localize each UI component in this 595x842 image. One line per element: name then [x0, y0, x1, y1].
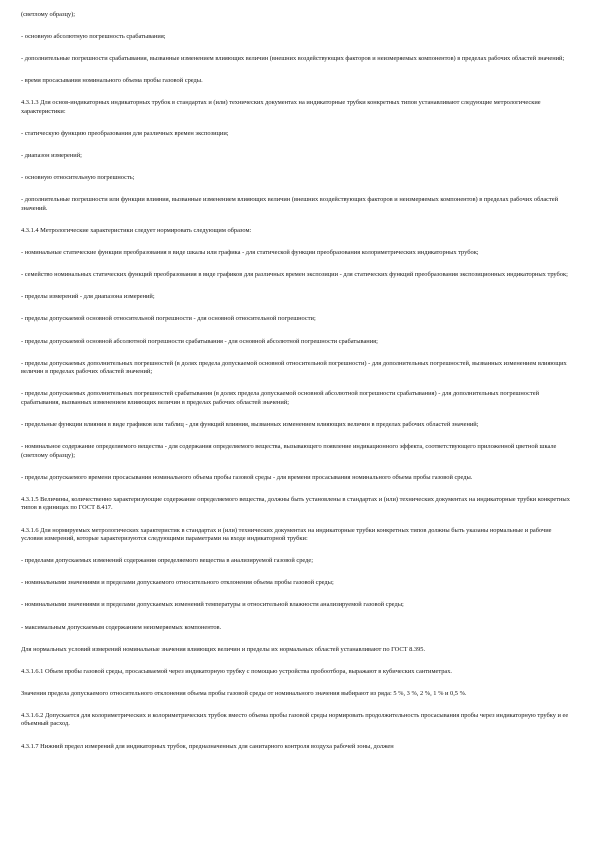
- clause-4-3-1-3: 4.3.1.3 Для основ-индикаторных индикаторных трубок в стандартах и (или) технических документах на индикаторные трубки конкретных типов устанавливают следующие метрологические характеристики:: [21, 99, 541, 115]
- text-fragment-light-sample: (светлому образцу);: [21, 11, 76, 18]
- paragraph-deviation-series: Значения предела допускаемого относительного отклонения объема пробы газовой среды от номинального значения выбирают из ряда: 5 %, 3 %, 2 %, 1 % и 0,5 %.: [21, 689, 467, 697]
- list-item-max-unmeasured: - максимальным допускаемым содержанием неизмеряемых компонентов.: [21, 623, 222, 631]
- list-item-nominal-content: - номинальное содержание определяемого вещества - для содержания определяемого вещества, вызывающего появление индикационного эффекта, соответствующего приложенной цветной шкале (светлому образцу);: [21, 443, 557, 459]
- list-item-influence-functions: - дополнительные погрешности или функции влияния, вызванные изменением влияющих величин (внешних воздействующих факторов и неизмеряемых компонентов) в пределах рабочих областей значений.: [21, 196, 559, 212]
- clause-4-3-1-7: 4.3.1.7 Нижний предел измерений для индикаторных трубок, предназначенных для санитарного контроля воздуха рабочей зоны, должен: [21, 742, 394, 750]
- list-item-measurement-range: - диапазон измерений;: [21, 152, 82, 160]
- clause-4-3-1-6-2: 4.3.1.6.2 Допускается для колориметрических и колориметрических трубок вместо объема пробы газовой среды нормировать продолжительность просасывания пробы через индикаторную трубку и ее объемный расход.: [21, 711, 569, 728]
- list-item-suction-time: - время просасывания номинального объема пробы газовой среды.: [21, 77, 203, 85]
- list-item-limits-relative-error: - пределы допускаемой основной относительной погрешности - для основной относительной погрешности;: [21, 315, 316, 323]
- clause-4-3-1-6: 4.3.1.6 Для нормируемых метрологических характеристик в стандартах и (или) технических документах на индикаторные трубки конкретных типов должны быть указаны нормальные и рабочие условия измерений, которые характеризуются следующими параметрами на входе индикаторной трубки:: [21, 526, 552, 543]
- list-item-family-of-functions: - семейство номинальных статических функций преобразования в виде графиков для различных времен экспозиции - для статических функций преобразования экспозиционных индикаторных трубок;: [21, 271, 568, 279]
- clause-4-3-1-5: 4.3.1.5 Величины, количественно характеризующие содержание определяемого вещества, должны быть установлены в стандартах и (или) технических документах на индикаторные трубки конкретных типов в единицах по ГОСТ 8.417.: [21, 495, 570, 512]
- list-item-limits-additional-trigger-errors: - пределы допускаемых дополнительных погрешностей срабатывания (в долях предела допускаемой основной абсолютной погрешности срабатывания) - для дополнительных погрешностей срабатывания, вызванных изменением влияющих величин в пределах рабочих областей значений;: [21, 390, 539, 406]
- list-item-basic-relative-error: - основную относительную погрешность;: [21, 174, 135, 182]
- paragraph-normal-conditions: Для нормальных условий измерений номинальные значения влияющих величин и пределы их нормальных областей устанавливают по ГОСТ 8.395.: [21, 645, 426, 653]
- list-item-nominal-static-functions: - номинальные статические функции преобразования в виде шкалы или графика - для статической функции преобразования колориметрических индикаторных трубок;: [21, 249, 479, 257]
- list-item-content-limits: - пределами допускаемых изменений содержания определяемого вещества в анализируемой газовой среде;: [21, 557, 314, 565]
- list-item-basic-absolute-error: - основную абсолютную погрешность срабатывания;: [21, 33, 166, 41]
- list-item-volume-deviation: - номинальными значениями и пределами допускаемого относительного отклонения объема пробы газовой среды;: [21, 579, 334, 587]
- list-item-measurement-limits: - пределы измерений - для диапазона измерений;: [21, 293, 155, 301]
- clause-4-3-1-6-1: 4.3.1.6.1 Объем пробы газовой среды, просасываемой через индикаторную трубку с помощью устройства пробоотбора, выражают в кубических сантиметрах.: [21, 667, 453, 675]
- clause-4-3-1-4: 4.3.1.4 Метрологические характеристики следует нормировать следующим образом:: [21, 227, 252, 235]
- list-item-static-function: - статическую функцию преобразования для различных времен экспозиции;: [21, 130, 229, 138]
- list-item-additional-errors: - дополнительные погрешности срабатывания, вызванные изменением влияющих величин (внешних воздействующих факторов и неизмеряемых компонентов) в пределах рабочих областей значений;: [21, 55, 565, 63]
- list-item-limit-influence-functions: - предельные функции влияния в виде графиков или таблиц - для функций влияния, вызванных изменением влияющих величин в пределах рабочих областей значений;: [21, 420, 479, 428]
- list-item-limits-additional-errors: - пределы допускаемых дополнительных погрешностей (в долях предела допускаемой основной относительной погрешности) - для дополнительных погрешностей, вызванных изменением влияющих величин в пределах рабочих областей значений;: [21, 359, 567, 376]
- list-item-temperature-humidity: - номинальными значениями и пределами допускаемых изменений температуры и относительной влажности анализируемой газовой среды;: [21, 601, 404, 609]
- list-item-limits-suction-time: - пределы допускаемого времени просасывания номинального объема пробы газовой среды - для времени просасывания номинального объема пробы газовой среды.: [21, 473, 473, 481]
- list-item-limits-absolute-error: - пределы допускаемой основной абсолютной погрешности срабатывания - для основной абсолютной погрешности срабатывания;: [21, 337, 378, 345]
